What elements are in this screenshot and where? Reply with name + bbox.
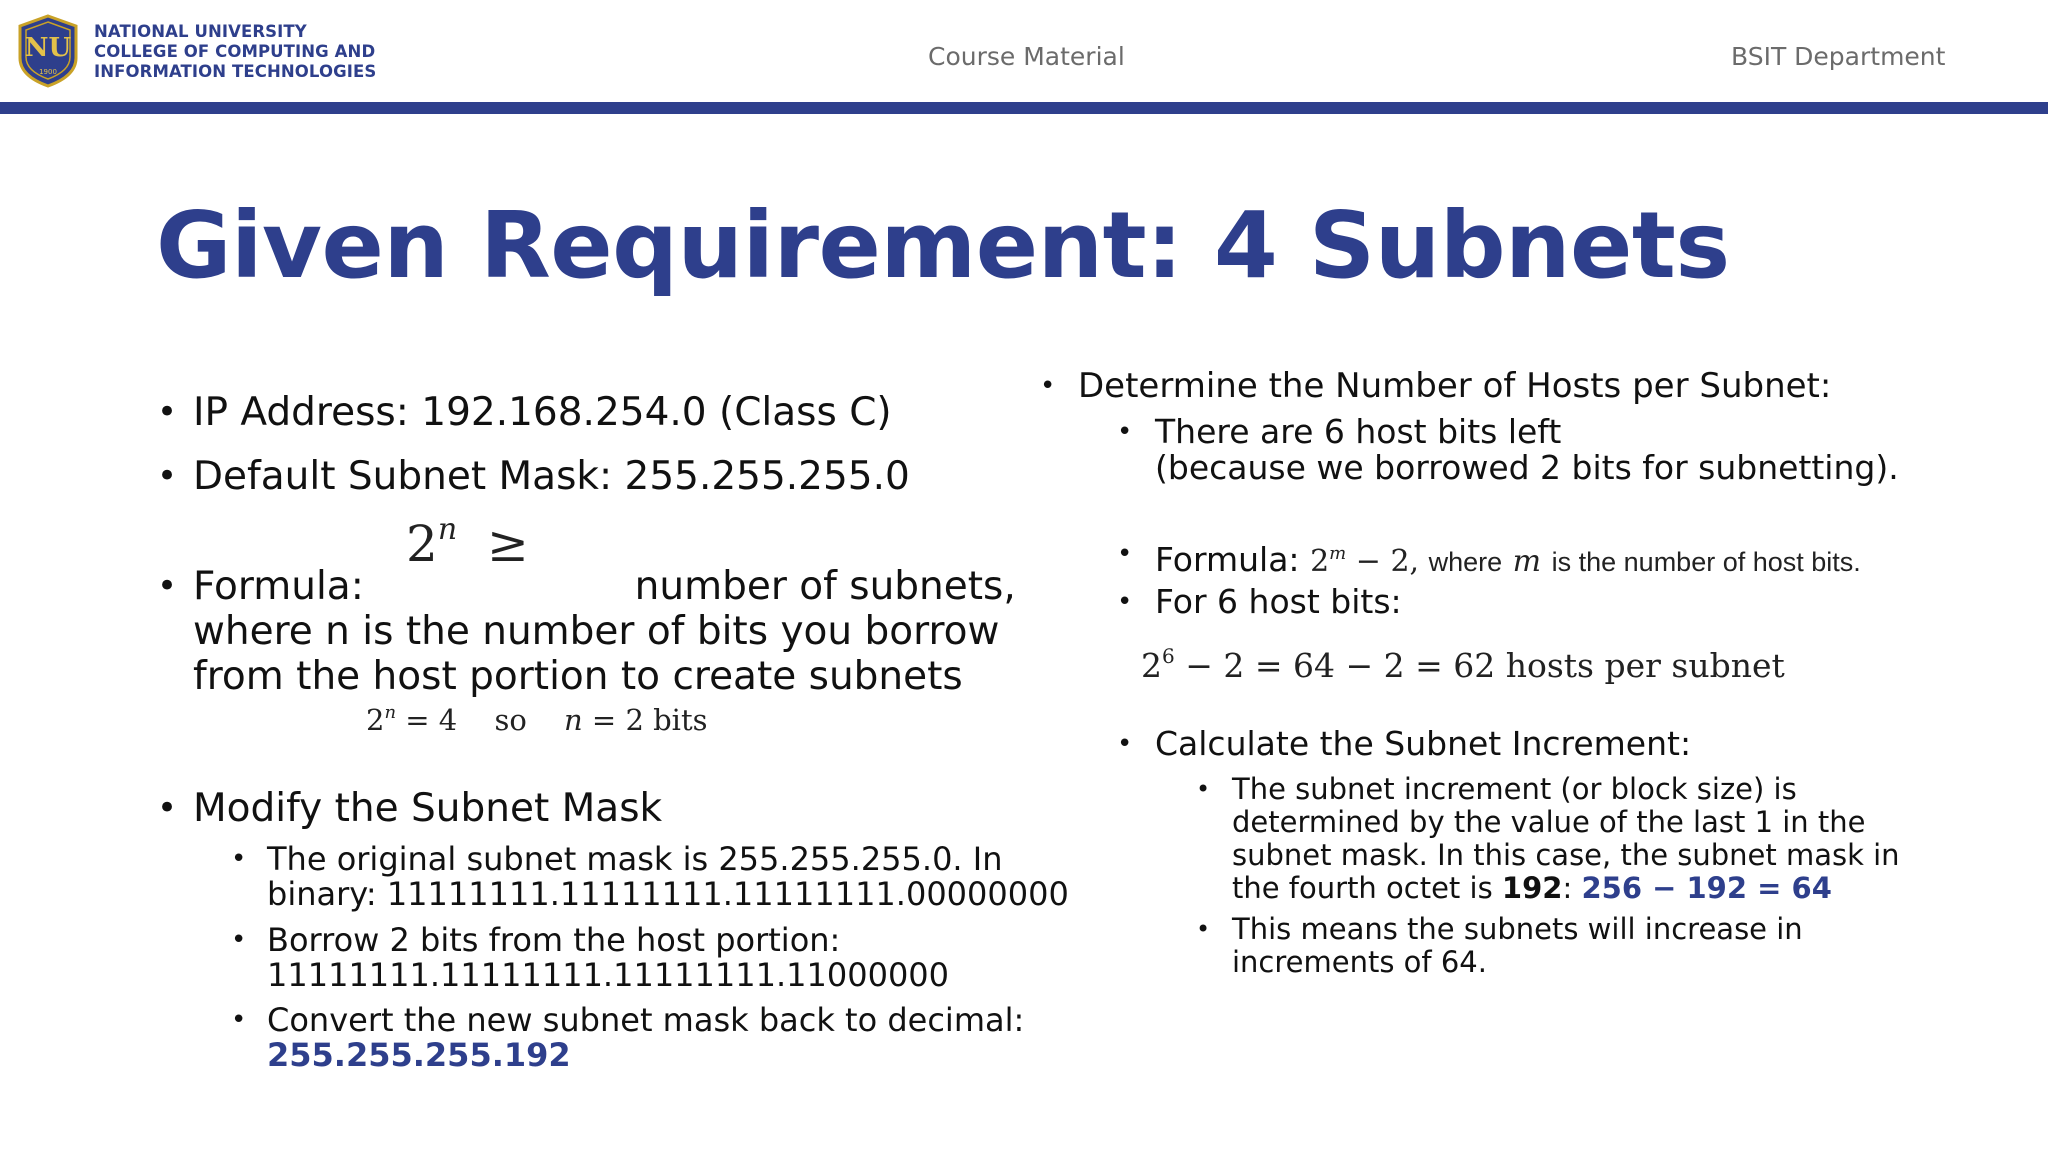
formula-line-2: from the host portion to create subnets [193,654,963,699]
formula-math-2n-geq: 2$^n$ ≥ [406,512,529,573]
bullet-hosts-per-subnet: • Determine the Number of Hosts per Subnet: [1040,366,1832,406]
hosts-calculation-math: $2^6 - 2 = 64 - 2 = 62$ hosts per subnet [1141,644,1785,685]
bullet-formula [157,564,1016,699]
example-math-2n-eq-4: 2$^n$ = 4 so n = 2 bits [366,702,708,737]
sub-bullet-host-bits-left: • There are 6 host bits left (because we borrowed 2 bits for subnetting). [1117,412,1899,487]
university-line-3: INFORMATION TECHNOLOGIES [94,62,377,81]
sub-bullet-borrow-bits: • Borrow 2 bits from the host portion: 11111111.11111111.11111111.11000000 [231,921,950,994]
bullet-dot: • [1117,587,1133,617]
host-formula-label: Formula: [1155,540,1300,579]
bullet-dot: • [157,788,178,828]
sub-bullet-host-formula: • Formula: 2$^m$ − 2, where m is the number of host bits. [1155,536,1861,580]
university-seal-logo [16,14,80,88]
new-mask-highlight: 255.255.255.192 [267,1036,571,1074]
bullet-dot: • [1117,539,1133,569]
bullet-dot: • [157,392,178,432]
sub-sub-bullet-increment-explanation: • The subnet increment (or block size) is determined by the value of the last 1 in the subnet mask. In this case, the subnet mask in the fourth octet is 192: 256 − 192 = 64 [1196,772,1900,905]
university-line-2: COLLEGE OF COMPUTING AND [94,42,376,61]
sub-bullet-convert-decimal: • Convert the new subnet mask back to decimal: 255.255.255.192 [231,1001,1025,1074]
header-divider-bar [0,102,2048,114]
sub-bullet-original-mask: • The original subnet mask is 255.255.255.0. In binary: 11111111.11111111.11111111.00000000 [231,840,1069,913]
sub-bullet-six-host-bits: • For 6 host bits: [1117,582,1402,621]
bullet-dot: • [157,566,178,606]
seal-year: 1900 [39,68,57,76]
header-course-material: Course Material [928,42,1125,71]
bullet-dot: • [1196,915,1211,943]
formula-label: Formula: [193,564,364,609]
bullet-dot: • [231,1005,247,1035]
university-line-1: NATIONAL UNIVERSITY [94,22,307,41]
bullet-dot: • [1117,729,1133,759]
bullet-default-mask: • Default Subnet Mask: 255.255.255.0 [157,454,910,499]
host-formula-math: 2$^m$ − 2, [1310,543,1420,579]
university-name [94,22,376,82]
bullet-ip-address: • IP Address: 192.168.254.0 (Class C) [157,390,892,435]
bullet-dot: • [231,925,247,955]
formula-tail: number of subnets, [634,564,1016,609]
bullet-dot: • [1040,371,1056,401]
bullet-dot: • [1117,417,1133,447]
sub-bullet-subnet-increment: • Calculate the Subnet Increment: [1117,724,1692,763]
slide-title: Given Requirement: 4 Subnets [156,192,1730,299]
bullet-dot: • [231,844,247,874]
octet-value: 192 [1501,871,1563,905]
bullet-dot: • [1196,775,1211,803]
increment-highlight: 256 − 192 = 64 [1581,871,1832,905]
seal-letters: NU [24,33,72,63]
formula-line-1: where n is the number of bits you borrow [193,609,1000,654]
bullet-dot: • [157,456,178,496]
bullet-modify-mask: • Modify the Subnet Mask [157,786,663,831]
sub-sub-bullet-increments-of-64: • This means the subnets will increase in increments of 64. [1196,912,1803,979]
header-department: BSIT Department [1731,42,1946,71]
